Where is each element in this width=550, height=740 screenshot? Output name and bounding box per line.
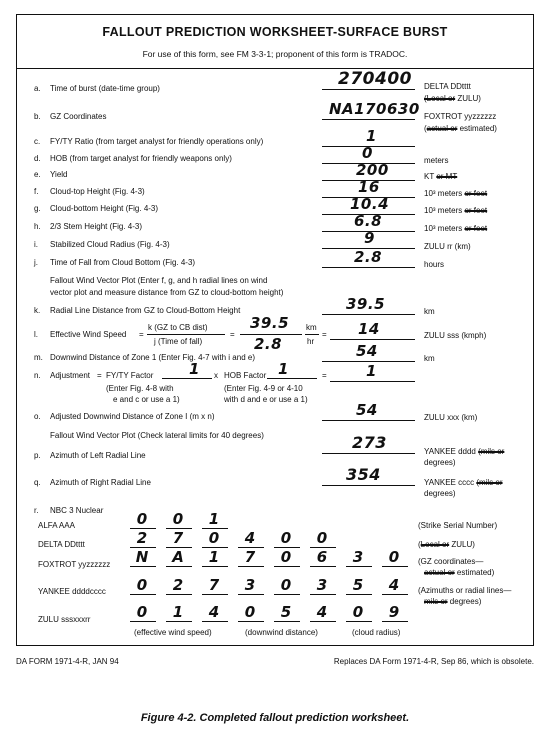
left-azimuth-value: 273 <box>352 433 387 452</box>
row-letter: g. <box>34 204 41 213</box>
row-label: Azimuth of Right Radial Line <box>50 478 151 487</box>
row-label: Yield <box>50 170 68 179</box>
nbc3-title: NBC 3 Nuclear <box>50 506 104 515</box>
unit-hr: hr <box>307 337 315 346</box>
entry-line <box>330 381 415 382</box>
effective-wind-speed-value: 14 <box>358 320 380 338</box>
row-label: 2/3 Stem Height (Fig. 4-3) <box>50 222 143 231</box>
fy-ty-ratio-value: 1 <box>366 127 377 145</box>
note-tail: degrees) <box>449 597 482 606</box>
zulu-digit: 4 <box>208 603 220 621</box>
plot2-line1: Fallout Wind Vector Plot (Check lateral limits for 40 degrees) <box>50 431 264 440</box>
row-label: Effective Wind Speed <box>50 330 127 339</box>
row-letter: p. <box>34 451 41 460</box>
unit-label: DELTA DDtttt <box>424 82 471 91</box>
row-label: HOB (from target analyst for friendly weapons only) <box>50 154 232 163</box>
foxtrot-digit: A <box>172 548 184 566</box>
row-label: Radial Line Distance from GZ to Cloud-Bottom Height <box>50 306 241 315</box>
entry-line <box>322 485 415 486</box>
entry-line <box>162 378 212 379</box>
stem-height-value: 6.8 <box>354 212 383 230</box>
equals-sign: = <box>322 371 327 380</box>
zulu-digit: 1 <box>172 603 184 621</box>
delta-note <box>418 540 475 549</box>
foxtrot-digit: 6 <box>316 548 328 566</box>
unit-label: km <box>424 354 435 363</box>
unit-label: 10³ meters <box>424 189 463 198</box>
wind-time-value: 2.8 <box>254 335 283 353</box>
zulu-digit-underline <box>382 621 408 622</box>
equals-sign: = <box>139 330 144 339</box>
header-rule <box>17 68 533 69</box>
struck-text: actual or <box>426 124 458 133</box>
hob-note: with d and e or use a 1) <box>224 395 308 404</box>
row-letter: n. <box>34 371 41 380</box>
yankee-digit: 3 <box>244 576 256 594</box>
unit-label: ZULU xxx (km) <box>424 413 478 422</box>
entry-line <box>322 420 415 421</box>
zulu-digit: 4 <box>316 603 328 621</box>
alfa-note: (Strike Serial Number) <box>418 521 498 530</box>
row-label: Time of Fall from Cloud Bottom (Fig. 4-3) <box>50 258 196 267</box>
unit-note <box>424 447 504 456</box>
struck-text: (Local or <box>424 94 456 103</box>
foxtrot-digit: 1 <box>208 548 220 566</box>
zulu-digit: 9 <box>388 603 400 621</box>
struck-text: (mils or <box>478 447 505 456</box>
note-open: ( <box>418 540 421 549</box>
unit-label: meters <box>424 156 449 165</box>
delta-label: DELTA DDtttt <box>38 540 85 549</box>
foxtrot-digit-underline <box>274 566 300 567</box>
fy-note: e and c or use a 1) <box>113 395 180 404</box>
form-number: DA FORM 1971-4-R, JAN 94 <box>16 657 119 666</box>
foxtrot-label: FOXTROT yyzzzzzz <box>38 560 111 569</box>
hob-factor-value: 1 <box>278 360 289 378</box>
row-letter: j. <box>34 258 38 267</box>
unit-note <box>424 478 503 487</box>
row-letter: e. <box>34 170 41 179</box>
yankee-digit-underline <box>346 594 372 595</box>
hob-value: 0 <box>362 144 373 162</box>
figure-caption: Figure 4-2. Completed fallout prediction worksheet. <box>140 712 410 724</box>
plot1-line1: Fallout Wind Vector Plot (Enter f, g, and h radial lines on wind <box>50 276 268 285</box>
alfa-label: ALFA AAA <box>38 521 75 530</box>
zulu-caption: (cloud radius) <box>352 628 401 637</box>
zulu-digit-underline <box>130 621 156 622</box>
row-letter: q. <box>34 478 41 487</box>
multiply-sign: x <box>214 371 218 380</box>
delta-digit: 4 <box>244 529 256 547</box>
row-letter: m. <box>34 353 43 362</box>
delta-digit: 2 <box>136 529 148 547</box>
delta-digit: 0 <box>316 529 328 547</box>
unit-label: km <box>424 307 435 316</box>
cloud-radius-value: 9 <box>364 229 375 247</box>
unit-label: KT <box>424 172 435 181</box>
zulu-digit-underline <box>166 621 192 622</box>
foxtrot-digit-underline <box>238 566 264 567</box>
zulu-digit-underline <box>346 621 372 622</box>
yankee-digit: 3 <box>316 576 328 594</box>
fy-ty-factor-value: 1 <box>189 360 200 378</box>
row-label: Adjustment <box>50 371 91 380</box>
yankee-digit-underline <box>310 594 336 595</box>
foxtrot-digit: 7 <box>244 548 256 566</box>
yankee-digit-underline <box>238 594 264 595</box>
zulu-digit-underline <box>238 621 264 622</box>
struck-text: mils or <box>424 597 448 606</box>
struck-text: or feet <box>464 206 488 215</box>
unit-note <box>424 224 487 233</box>
gz-coordinates-value: NA170630 <box>329 100 420 118</box>
row-label: GZ Coordinates <box>50 112 107 121</box>
foxtrot-digit-underline <box>202 566 228 567</box>
struck-text: or MT <box>436 172 458 181</box>
yankee-digit: 0 <box>136 576 148 594</box>
struck-text: actual or <box>424 568 455 577</box>
unit-label: YANKEE dddd <box>424 447 476 456</box>
row-letter: r. <box>34 506 39 515</box>
foxtrot-digit-underline <box>382 566 408 567</box>
row-label: FY/TY Ratio (from target analyst for friendly operations only) <box>50 137 264 146</box>
equals-sign: = <box>97 371 102 380</box>
foxtrot-note2 <box>424 568 494 577</box>
delta-digit: 0 <box>280 529 292 547</box>
unit-km: km <box>306 323 317 332</box>
adjusted-distance-value: 54 <box>356 401 378 419</box>
downwind-distance-value: 54 <box>356 342 378 360</box>
zulu-digit-underline <box>202 621 228 622</box>
struck-text: or feet <box>464 224 488 233</box>
unit-note <box>424 94 481 103</box>
unit-label: 10³ meters <box>424 224 463 233</box>
row-letter: f. <box>34 187 39 196</box>
yankee-digit: 5 <box>352 576 364 594</box>
row-letter: k. <box>34 306 41 315</box>
yankee-digit-underline <box>274 594 300 595</box>
entry-line <box>322 314 415 315</box>
unit-bar <box>305 334 319 335</box>
foxtrot-note: (GZ coordinates— <box>418 557 484 566</box>
zulu-digit: 5 <box>280 603 292 621</box>
unit-tail: estimated) <box>459 124 497 133</box>
zulu-label: ZULU sssxxxrr <box>38 615 91 624</box>
row-letter: o. <box>34 412 41 421</box>
unit-label: FOXTROT yyzzzzzz <box>424 112 497 121</box>
form-title: FALLOUT PREDICTION WORKSHEET-SURFACE BURST <box>102 25 448 39</box>
zulu-caption: (effective wind speed) <box>134 628 212 637</box>
foxtrot-digit-underline <box>346 566 372 567</box>
fy-note: (Enter Fig. 4-8 with <box>106 384 174 393</box>
yield-value: 200 <box>356 161 389 179</box>
unit-note <box>424 124 497 133</box>
entry-line <box>322 89 415 90</box>
entry-line <box>322 453 415 454</box>
zulu-digit: 0 <box>244 603 256 621</box>
fy-ty-factor-label: FY/TY Factor <box>106 371 154 380</box>
adjustment-value: 1 <box>366 362 377 380</box>
row-label: Cloud-bottom Height (Fig. 4-3) <box>50 204 159 213</box>
fraction-bar <box>147 334 225 335</box>
fraction-numerator: k (GZ to CB dist) <box>148 323 208 332</box>
row-letter: h. <box>34 222 41 231</box>
unit-tail: degrees) <box>424 458 456 467</box>
row-label: Time of burst (date-time group) <box>50 84 160 93</box>
foxtrot-digit: 0 <box>280 548 292 566</box>
row-letter: l. <box>34 330 38 339</box>
yankee-digit-underline <box>166 594 192 595</box>
delta-digit: 7 <box>172 529 184 547</box>
time-of-burst-value: 270400 <box>338 69 412 89</box>
entry-line <box>322 119 415 120</box>
alfa-digit: 1 <box>208 510 220 528</box>
hob-note: (Enter Fig. 4-9 or 4-10 <box>224 384 303 393</box>
fraction-denominator: j (Time of fall) <box>154 337 203 346</box>
yankee-digit-underline <box>130 594 156 595</box>
cloud-bottom-height-value: 10.4 <box>350 195 390 213</box>
zulu-digit: 0 <box>352 603 364 621</box>
yankee-label: YANKEE ddddcccc <box>38 587 106 596</box>
foxtrot-digit-underline <box>166 566 192 567</box>
unit-label: 10³ meters <box>424 206 463 215</box>
struck-text: Local or <box>420 540 450 549</box>
row-letter: c. <box>34 137 41 146</box>
foxtrot-digit-underline <box>130 566 156 567</box>
struck-text: or feet <box>464 189 488 198</box>
form-subtitle: For use of this form, see FM 3-3-1; proponent of this form is TRADOC. <box>142 49 408 59</box>
yankee-digit-underline <box>382 594 408 595</box>
yankee-digit-underline <box>202 594 228 595</box>
row-letter: b. <box>34 112 41 121</box>
entry-line <box>322 267 415 268</box>
alfa-digit: 0 <box>136 510 148 528</box>
equals-sign: = <box>230 330 235 339</box>
foxtrot-digit: 3 <box>352 548 364 566</box>
yankee-digit: 2 <box>172 576 184 594</box>
zulu-caption: (downwind distance) <box>245 628 318 637</box>
row-label: Downwind Distance of Zone 1 (Enter Fig. 4-7 with i and e) <box>50 353 255 362</box>
unit-tail: ZULU) <box>457 94 481 103</box>
yankee-note: (Azimuths or radial lines— <box>418 586 512 595</box>
foxtrot-digit-underline <box>310 566 336 567</box>
delta-digit: 0 <box>208 529 220 547</box>
supersession-note: Replaces DA Form 1971-4-R, Sep 86, which is obsolete. <box>333 657 534 666</box>
zulu-digit-underline <box>310 621 336 622</box>
equals-sign: = <box>322 330 327 339</box>
entry-line <box>267 378 317 379</box>
unit-note <box>424 189 487 198</box>
row-letter: d. <box>34 154 41 163</box>
note-tail: estimated) <box>456 568 495 577</box>
unit-label: hours <box>424 260 445 269</box>
unit-label: YANKEE cccc <box>424 478 475 487</box>
row-label: Adjusted Downwind Distance of Zone I (m x n) <box>50 412 215 421</box>
yankee-note2 <box>424 597 481 606</box>
yankee-digit: 0 <box>280 576 292 594</box>
row-label: Cloud-top Height (Fig. 4-3) <box>50 187 145 196</box>
unit-tail: degrees) <box>424 489 456 498</box>
unit-label: ZULU rr (km) <box>424 242 471 251</box>
yankee-digit: 4 <box>388 576 400 594</box>
alfa-digit: 0 <box>172 510 184 528</box>
hob-factor-label: HOB Factor <box>224 371 267 380</box>
foxtrot-digit: 0 <box>388 548 400 566</box>
unit-open: ( <box>424 124 427 133</box>
plot1-line2: vector plot and measure distance from GZ to cloud-bottom height) <box>50 288 284 297</box>
unit-label: ZULU sss (kmph) <box>424 331 487 340</box>
row-label: Azimuth of Left Radial Line <box>50 451 146 460</box>
zulu-digit-underline <box>274 621 300 622</box>
row-letter: i. <box>34 240 38 249</box>
note-tail: ZULU) <box>451 540 475 549</box>
row-label: Stabilized Cloud Radius (Fig. 4-3) <box>50 240 170 249</box>
unit-note <box>424 172 457 181</box>
unit-note <box>424 206 487 215</box>
foxtrot-digit: N <box>135 548 149 566</box>
cloud-top-height-value: 16 <box>358 178 380 196</box>
radial-distance-value: 39.5 <box>346 295 386 313</box>
struck-text: (mils or <box>476 478 503 487</box>
yankee-digit: 7 <box>208 576 220 594</box>
right-azimuth-value: 354 <box>346 465 381 484</box>
time-of-fall-value: 2.8 <box>354 248 383 266</box>
entry-line <box>330 339 415 340</box>
row-letter: a. <box>34 84 41 93</box>
zulu-digit: 0 <box>136 603 148 621</box>
wind-distance-value: 39.5 <box>250 314 290 332</box>
